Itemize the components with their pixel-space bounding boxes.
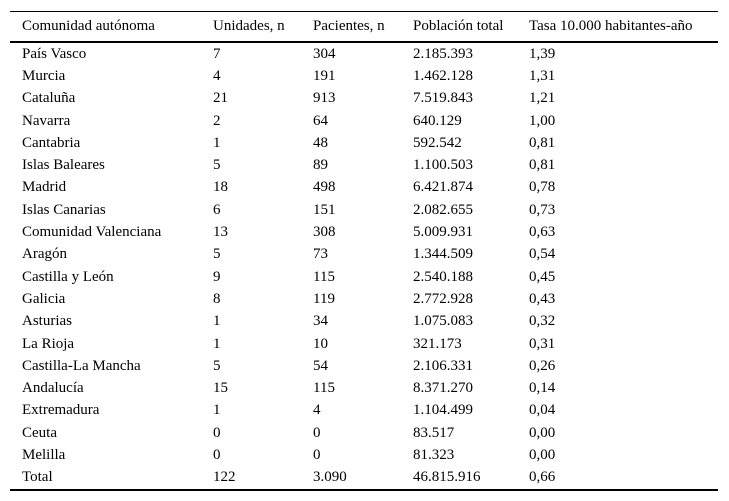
table-cell: 0,66 [529, 467, 718, 490]
table-cell: 0,43 [529, 290, 556, 307]
table-header [10, 12, 718, 43]
table-cell: 0,81 [529, 157, 556, 174]
table-cell: Galicia [22, 290, 66, 307]
table-cell: 7 [213, 45, 221, 62]
header-row [10, 12, 718, 43]
table-cell: Ceuta [22, 424, 57, 441]
table-cell: 0,32 [529, 313, 556, 330]
table-cell: 115 [313, 268, 335, 285]
table-row [10, 266, 718, 288]
table-cell: 89 [313, 157, 328, 174]
table-cell: Cantabria [22, 134, 81, 151]
total-row [10, 467, 718, 490]
table-cell: 0,63 [529, 224, 556, 241]
table-cell: 15 [213, 380, 228, 397]
table-cell: 5 [213, 357, 221, 374]
table-cell: 0,73 [529, 201, 556, 218]
table-cell: 6.421.874 [413, 179, 473, 196]
table-row [10, 65, 718, 87]
table-cell: Castilla-La Mancha [22, 357, 141, 374]
table-cell: Madrid [22, 179, 67, 196]
table-cell: 5 [213, 246, 221, 263]
table-row [10, 177, 718, 199]
table-cell: 0,00 [529, 446, 556, 463]
table-cell: 0 [213, 446, 221, 463]
table-cell: Islas Baleares [22, 157, 105, 174]
table-cell: 8 [213, 290, 221, 307]
table-cell: 913 [313, 90, 336, 107]
table-cell: 0 [313, 446, 321, 463]
table-row [10, 422, 718, 444]
table-cell: 6 [213, 201, 221, 218]
table-cell: Navarra [22, 112, 71, 129]
header-tasa: Tasa 10.000 habitantes-año [529, 12, 718, 43]
table-cell: Aragón [22, 246, 67, 263]
table-row [10, 88, 718, 110]
table-cell: 73 [313, 246, 328, 263]
table-cell: 8.371.270 [413, 380, 473, 397]
table-cell: 119 [313, 290, 335, 307]
table-cell: 1.075.083 [413, 313, 473, 330]
table-cell: Castilla y León [22, 268, 114, 285]
table-cell: Murcia [22, 67, 66, 84]
table-cell: 0,26 [529, 357, 556, 374]
table-row [10, 355, 718, 377]
table-cell: 1.462.128 [413, 67, 473, 84]
table-cell: 2.772.928 [413, 290, 473, 307]
table-cell: 0,78 [529, 179, 556, 196]
table-row [10, 110, 718, 132]
table-cell: 18 [213, 179, 228, 196]
table-cell: 0,04 [529, 402, 556, 419]
table-cell: 21 [213, 90, 228, 107]
table-cell: 1.104.499 [413, 402, 473, 419]
table-cell: 1.344.509 [413, 246, 473, 263]
table-cell: La Rioja [22, 335, 75, 352]
table-cell: 498 [313, 179, 336, 196]
table-row [10, 311, 718, 333]
table-cell: 5 [213, 157, 221, 174]
table-row [10, 221, 718, 243]
table-cell: 0 [313, 424, 321, 441]
table-cell: 115 [313, 380, 335, 397]
table-cell: 54 [313, 357, 328, 374]
table-body [10, 42, 718, 490]
table-cell: 0 [213, 424, 221, 441]
table-cell: 4 [213, 67, 221, 84]
header-pacientes: Pacientes, n [313, 12, 413, 43]
table-row [10, 42, 718, 65]
table-cell: 1 [213, 335, 221, 352]
communities-rate-table [10, 11, 718, 491]
table-cell: 0,14 [529, 380, 556, 397]
table-cell: 4 [313, 402, 321, 419]
table-cell: 1,21 [529, 90, 556, 107]
table-cell: Asturias [22, 313, 72, 330]
table-cell: 7.519.843 [413, 90, 473, 107]
table-cell: 122 [213, 467, 313, 490]
table-cell: 0,00 [529, 424, 556, 441]
table-cell: 64 [313, 112, 328, 129]
table-cell: 46.815.916 [413, 467, 529, 490]
table-cell: Cataluña [22, 90, 76, 107]
table-row [10, 377, 718, 399]
table-cell: 3.090 [313, 467, 413, 490]
table-cell: 13 [213, 224, 228, 241]
table-row [10, 444, 718, 466]
table-cell: 191 [313, 67, 336, 84]
table-cell: 308 [313, 224, 336, 241]
table-cell: 1,31 [529, 67, 556, 84]
table-row [10, 244, 718, 266]
table-row [10, 199, 718, 221]
table-cell: 1 [213, 313, 221, 330]
table-cell: 10 [313, 335, 328, 352]
table-cell: 0,81 [529, 134, 556, 151]
table-cell: 304 [313, 45, 336, 62]
table-row [10, 132, 718, 154]
table-cell: 592.542 [413, 134, 462, 151]
table-cell: 2 [213, 112, 221, 129]
header-unidades: Unidades, n [213, 12, 313, 43]
table-cell: Melilla [22, 446, 66, 463]
header-comunidad-autonoma: Comunidad autónoma [10, 12, 213, 43]
table-cell: Extremadura [22, 402, 100, 419]
table-cell: 1,00 [529, 112, 556, 129]
table-cell: 1 [213, 134, 221, 151]
table-cell: Comunidad Valenciana [22, 224, 162, 241]
table-cell: 9 [213, 268, 221, 285]
table-cell: 2.106.331 [413, 357, 473, 374]
table-cell: País Vasco [22, 45, 87, 62]
table-row [10, 333, 718, 355]
table-cell: 48 [313, 134, 328, 151]
table-cell: 0,45 [529, 268, 556, 285]
table-cell: 2.185.393 [413, 45, 473, 62]
table-cell: 151 [313, 201, 336, 218]
table-cell: Total [10, 467, 213, 490]
table-row [10, 400, 718, 422]
table-row [10, 154, 718, 176]
table-cell: 2.540.188 [413, 268, 473, 285]
table-cell: 1.100.503 [413, 157, 473, 174]
table-cell: 83.517 [413, 424, 455, 441]
table-cell: 5.009.931 [413, 224, 473, 241]
table-cell: 1 [213, 402, 221, 419]
table-cell: 0,31 [529, 335, 556, 352]
table-cell: Islas Canarias [22, 201, 106, 218]
table-cell: 34 [313, 313, 328, 330]
table-cell: 1,39 [529, 45, 556, 62]
table-row [10, 288, 718, 310]
table-cell: 0,54 [529, 246, 556, 263]
table-cell: Andalucía [22, 380, 84, 397]
header-poblacion-total: Población total [413, 12, 529, 43]
table-cell: 640.129 [413, 112, 462, 129]
table-cell: 2.082.655 [413, 201, 473, 218]
table-cell: 81.323 [413, 446, 455, 463]
table-cell: 321.173 [413, 335, 462, 352]
